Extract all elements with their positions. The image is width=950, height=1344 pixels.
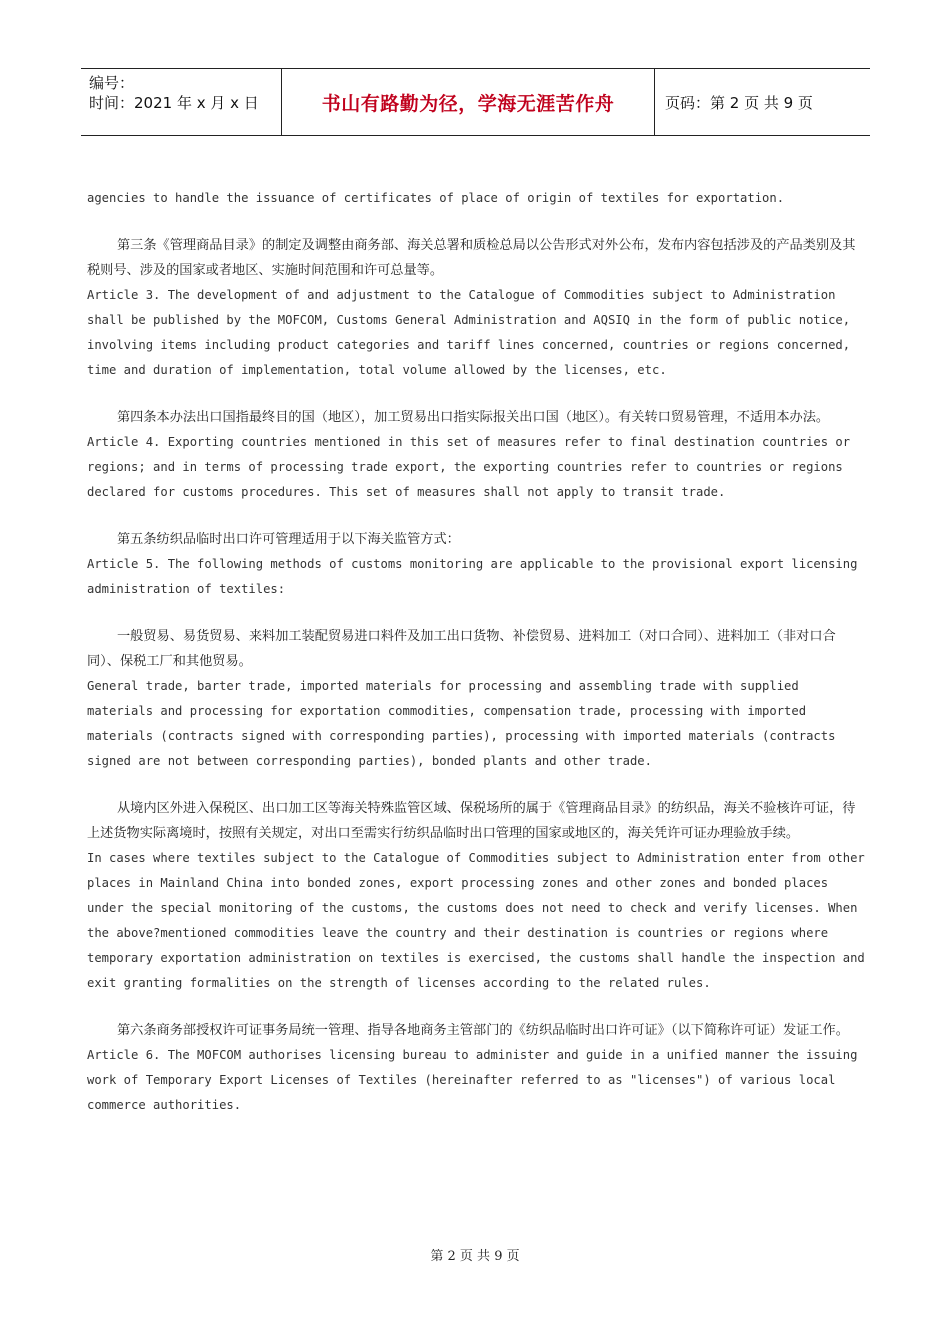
bonded-zones-zh: 从境内区外进入保税区、出口加工区等海关特殊监管区域、保税场所的属于《管理商品目录》的纺织品，海关不验核许可证，待上述货物实际离境时，按照有关规定，对出口至需实行纺织品临时出口管理的国家或地区的，海关凭许可证办理验放手续。 [87,801,856,841]
article-3-en: Article 3. The development of and adjustment to the Catalogue of Commodities subject to Administration shall be published by the MOFCOM, Customs General Administration and AQSIQ in the form of public notice, involving items including product categories and tariff lines concerned, countries or regions concerned, time and duration of implementation, total volume allowed by the licenses, etc. [87,288,851,377]
article-4-zh: 第四条本办法出口国指最终目的国（地区），加工贸易出口指实际报关出口国（地区）。有关转口贸易管理，不适用本办法。 [117,410,830,425]
header-page-number: 页码：第 2 页 共 9 页 [665,93,813,112]
trade-methods-en: General trade, barter trade, imported materials for processing and assembling trade with supplied materials and processing for exportation commodities, compensation trade, processing with imported materials (contracts signed with corresponding parties), processing with imported materials (contracts signed are not between corresponding parties), bonded plants and other trade. [87,679,836,768]
document-date-label: 时间：2021 年 x 月 x 日 [89,94,259,112]
article-5-en: Article 5. The following methods of customs monitoring are applicable to the provisional export licensing administration of textiles: [87,557,858,596]
trade-methods-zh: 一般贸易、易货贸易、来料加工装配贸易进口料件及加工出口货物、补偿贸易、进料加工（对口合同）、进料加工（非对口合同）、保税工厂和其他贸易。 [87,629,836,669]
article-3-zh: 第三条《管理商品目录》的制定及调整由商务部、海关总署和质检总局以公告形式对外公布，发布内容包括涉及的产品类别及其税则号、涉及的国家或者地区、实施时间范围和许可总量等。 [87,238,856,278]
bonded-zones-en: In cases where textiles subject to the Catalogue of Commodities subject to Administration enter from other places in Mainland China into bonded zones, export processing zones and other zones and bonded places under the special monitoring of the customs, the customs does not need to check and verify licenses. When the above?mentioned commodities leave the country and their destination is countries or regions where temporary exportation administration on textiles is exercised, the customs shall handle the inspection and exit granting formalities on the strength of licenses according to the related rules. [87,851,865,990]
article-6-en: Article 6. The MOFCOM authorises licensing bureau to administer and guide in a unified manner the issuing work of Temporary Export Licenses of Textiles (hereinafter referred to as "licenses") of various local commerce authorities. [87,1048,858,1112]
header-page-cell [655,69,870,135]
page-header [81,68,870,136]
header-motto-cell [282,69,655,135]
header-meta [81,69,282,135]
header-motto: 书山有路勤为径，学海无涯苦作舟 [321,92,615,115]
document-number-label: 编号： [89,74,135,92]
document-body [87,186,867,1118]
article-4-en: Article 4. Exporting countries mentioned in this set of measures refer to final destination countries or regions; and in terms of processing trade export, the exporting countries refer to countries or regions declared for customs procedures. This set of measures shall not apply to transit trade. [87,435,851,499]
article-6-zh: 第六条商务部授权许可证事务局统一管理、指导各地商务主管部门的《纺织品临时出口许可证》（以下简称许可证）发证工作。 [117,1023,849,1038]
page-footer: 第 2 页 共 9 页 [430,1249,520,1264]
article-5-zh: 第五条纺织品临时出口许可管理适用于以下海关监管方式： [117,532,460,547]
paragraph-en: agencies to handle the issuance of certificates of place of origin of textiles for exportation. [87,191,785,205]
